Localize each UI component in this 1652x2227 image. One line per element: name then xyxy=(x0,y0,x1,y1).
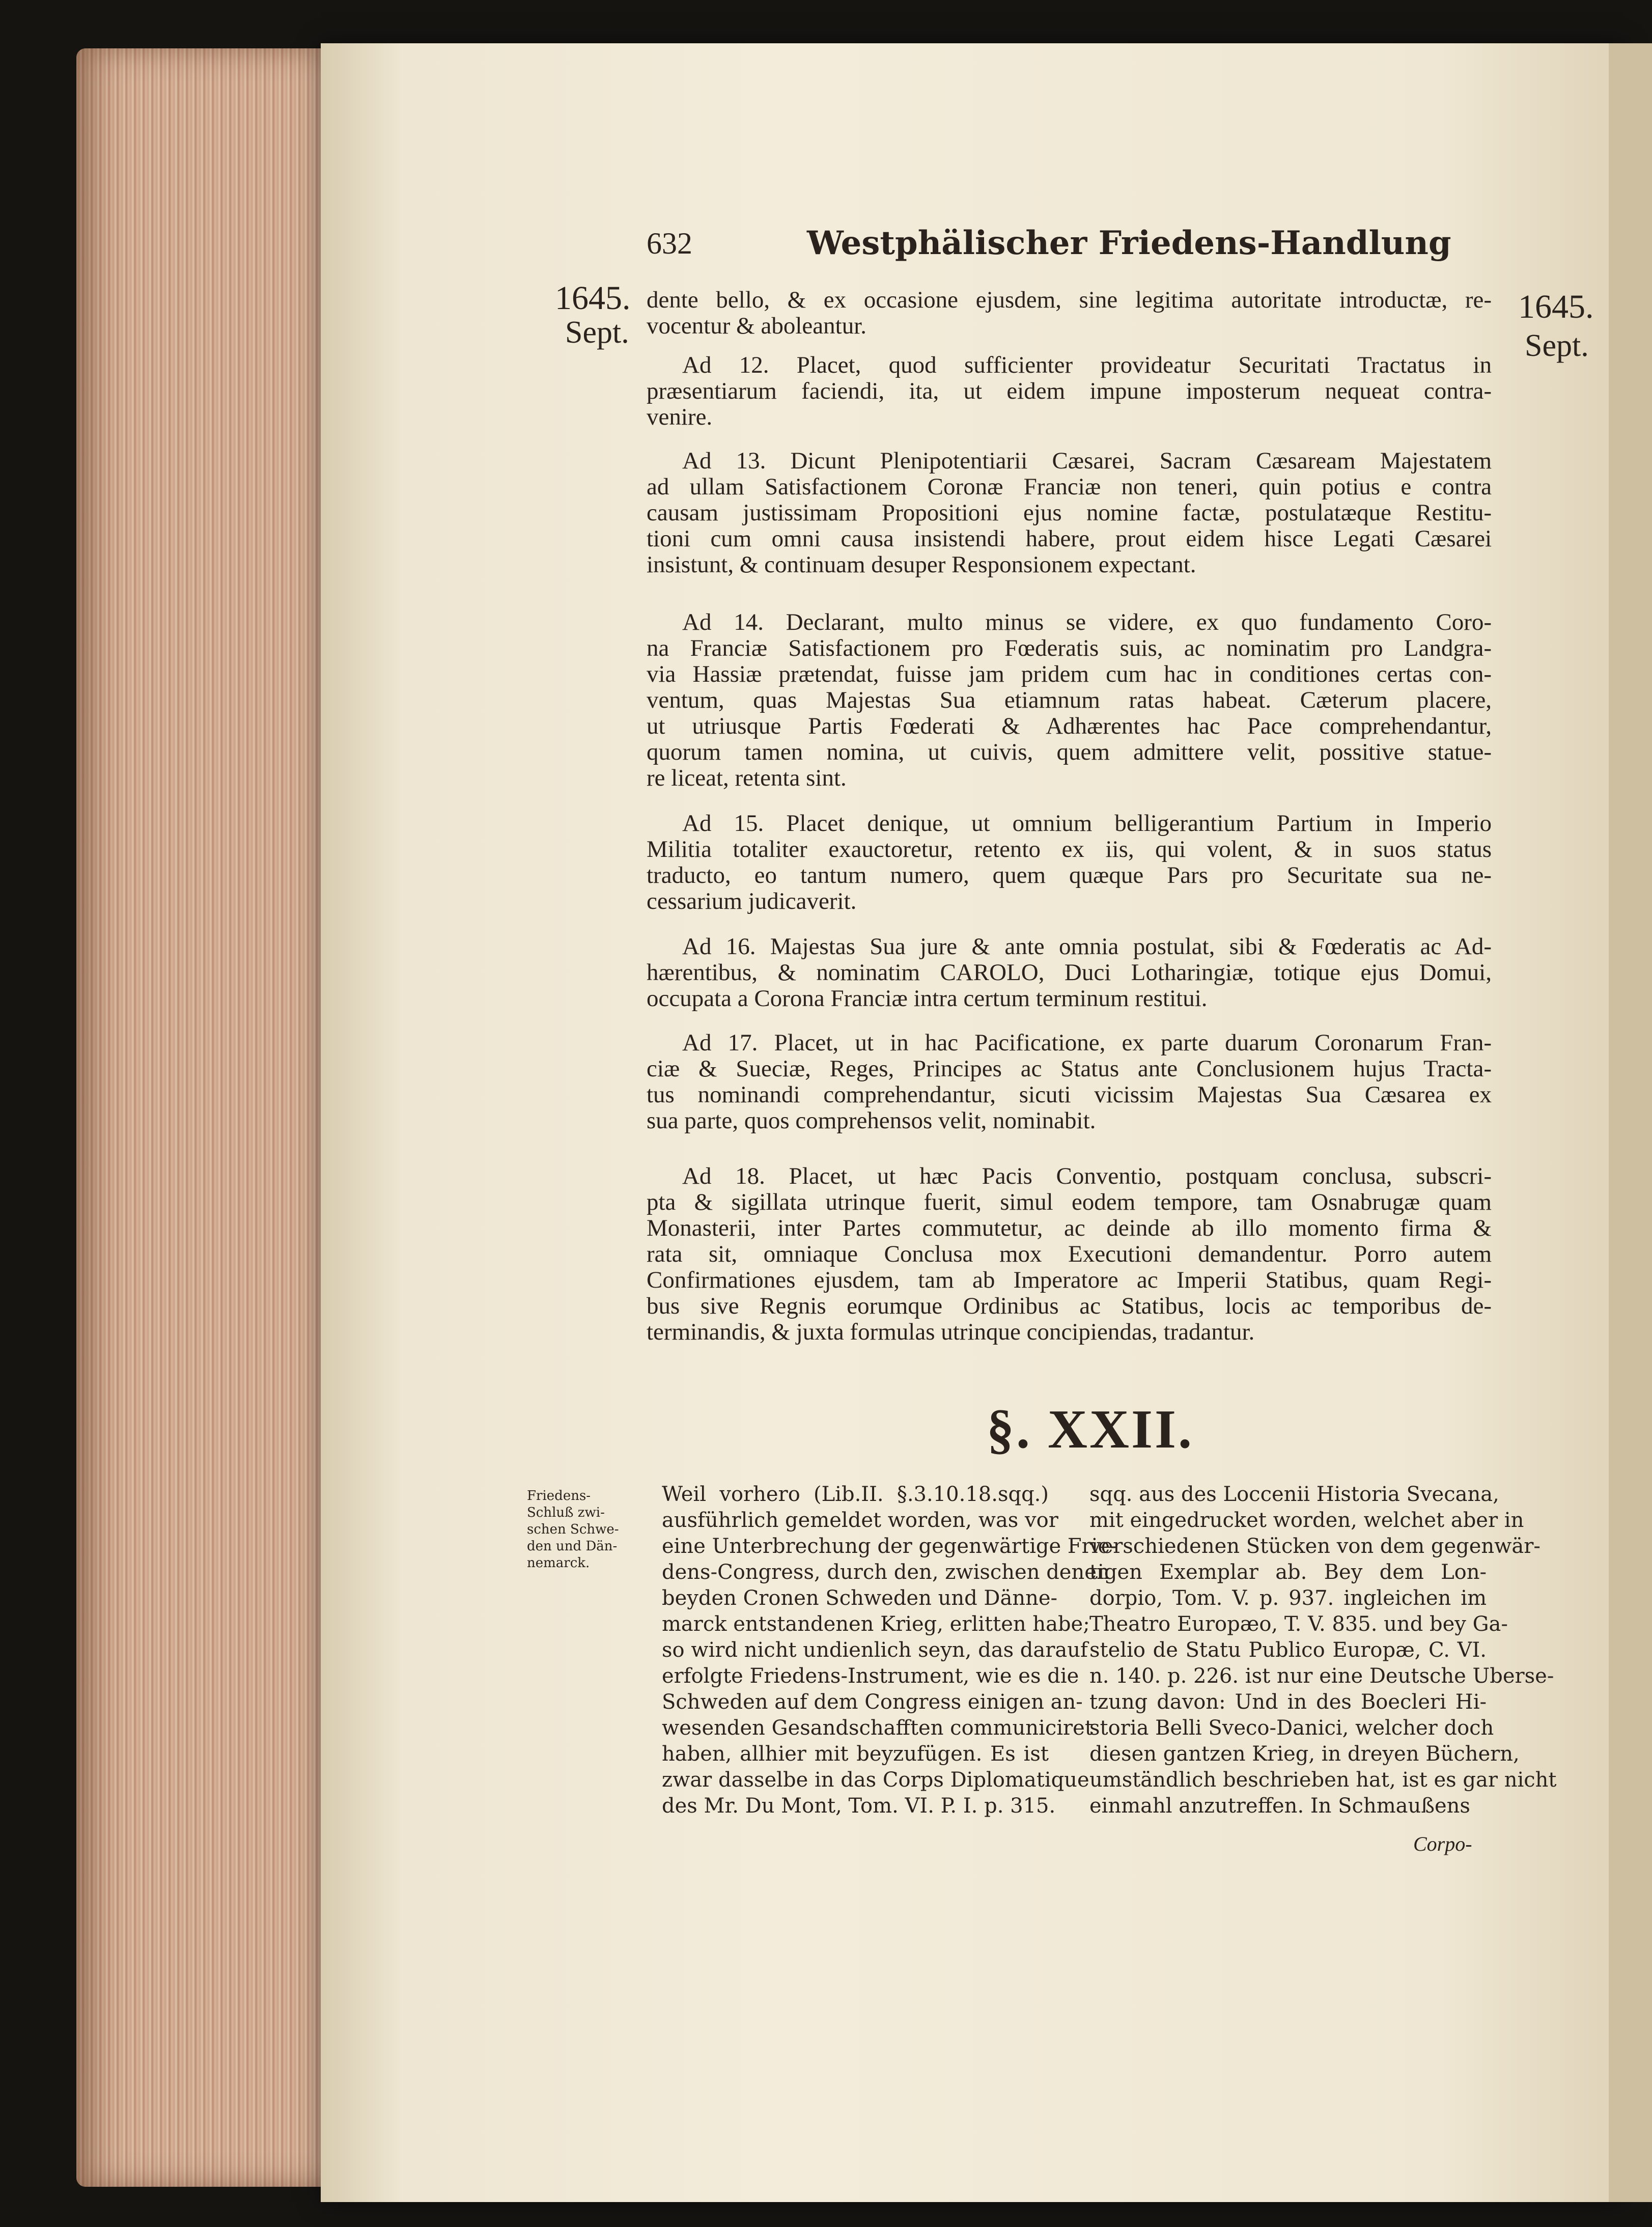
catchword: Corpo- xyxy=(1413,1832,1472,1855)
paragraph-ad-14 xyxy=(647,609,1492,791)
text-line: so wird nicht undienlich seyn, das darauf xyxy=(662,1638,1088,1662)
text-line: erfolgte Friedens-Instrument, wie es die xyxy=(662,1664,1079,1688)
text-line: stelio de Statu Publico Europæ, C. VI. xyxy=(1089,1638,1487,1662)
text-line: venire. xyxy=(647,404,713,430)
text-line: Theatro Europæo, T. V. 835. und bey Ga- xyxy=(1089,1612,1508,1636)
margin-month-left: Sept. xyxy=(565,315,629,350)
paragraph-ad-13 xyxy=(647,448,1492,578)
text-line: sqq. aus des Loccenii Historia Svecana, xyxy=(1089,1483,1499,1506)
text-line: verschiedenen Stücken von dem gegenwär- xyxy=(1089,1535,1541,1558)
text-line: einmahl anzutreffen. In Schmaußens xyxy=(1089,1794,1470,1818)
side-note-line: schen Schwe- xyxy=(527,1522,619,1537)
text-line: na Franciæ Satisfactionem pro Fœderatis suis, ac nominatim pro Landgra- xyxy=(647,635,1492,661)
margin-year-right: 1645. xyxy=(1518,288,1594,325)
text-line: sua parte, quos comprehensos velit, nominabit. xyxy=(647,1107,1096,1134)
margin-month-right: Sept. xyxy=(1525,328,1589,363)
text-line: dens-Congress, durch den, zwischen denen xyxy=(662,1561,1110,1584)
text-line: dente bello, & ex occasione ejusdem, sine legitima autoritate introductæ, re- xyxy=(647,287,1492,313)
text-line: vocentur & aboleantur. xyxy=(647,313,866,339)
side-note-line: Friedens- xyxy=(527,1488,591,1504)
left-column xyxy=(662,1482,1117,1819)
paragraph-ad-17 xyxy=(647,1030,1492,1134)
paragraph-ad-15 xyxy=(647,811,1492,914)
side-note-line: nemarck. xyxy=(527,1555,590,1571)
section-heading: §. XXII. xyxy=(987,1399,1194,1460)
right-column xyxy=(1089,1482,1557,1819)
text-line: dorpio, Tom. V. p. 937. ingleichen im xyxy=(1089,1586,1487,1610)
text-line: eine Unterbrechung der gegenwärtige Frie- xyxy=(662,1535,1117,1558)
text-line: ad ullam Satisfactionem Coronæ Franciæ non teneri, quin potius e contra xyxy=(647,474,1492,500)
text-line: Ad 17. Placet, ut in hac Pacificatione, ex parte duarum Coronarum Fran- xyxy=(682,1029,1492,1056)
text-line: diesen gantzen Krieg, in dreyen Büchern, xyxy=(1089,1742,1520,1766)
text-line: rata sit, omniaque Conclusa mox Executioni demandentur. Porro autem xyxy=(647,1241,1492,1267)
paragraph-ad-16 xyxy=(647,934,1492,1012)
text-line: tzung davon: Und in des Boecleri Hi- xyxy=(1089,1690,1487,1714)
text-line: re liceat, retenta sint. xyxy=(647,765,847,791)
text-line: Confirmationes ejusdem, tam ab Imperatore ac Imperii Statibus, quam Regi- xyxy=(647,1267,1492,1293)
text-line: Weil vorhero (Lib.II. §.3.10.18.sqq.) xyxy=(662,1483,1049,1506)
text-line: mit eingedrucket worden, welchet aber in xyxy=(1089,1509,1524,1532)
text-line: Schweden auf dem Congress einigen an- xyxy=(662,1690,1083,1714)
text-line: Ad 15. Placet denique, ut omnium belligerantium Partium in Imperio xyxy=(682,810,1492,837)
text-line: pta & sigillata utrinque fuerit, simul eodem tempore, tam Osnabrugæ quam xyxy=(647,1189,1492,1215)
text-line: traducto, eo tantum numero, quem quæque Pars pro Securitate sua ne- xyxy=(647,862,1492,888)
page-edges xyxy=(76,48,331,2187)
text-line: causam justissimam Propositioni ejus nomine factæ, postulatæque Restitu- xyxy=(647,499,1492,526)
text-line: ciæ & Sueciæ, Reges, Principes ac Status ante Conclusionem hujus Tracta- xyxy=(647,1055,1492,1082)
text-line: Ad 16. Majestas Sua jure & ante omnia postulat, sibi & Fœderatis ac Ad- xyxy=(682,933,1492,960)
paragraph-ad-12 xyxy=(647,352,1492,430)
text-line: tus nominandi comprehendantur, sicuti vicissim Majestas Sua Cæsarea ex xyxy=(647,1081,1492,1108)
text-line: storia Belli Sveco-Danici, welcher doch xyxy=(1089,1716,1494,1740)
text-line: zwar dasselbe in das Corps Diplomatique xyxy=(662,1768,1089,1792)
text-line: Ad 12. Placet, quod sufficienter provideatur Securitati Tractatus in xyxy=(682,352,1492,378)
text-line: Ad 18. Placet, ut hæc Pacis Conventio, postquam conclusa, subscri- xyxy=(682,1163,1492,1189)
text-line: beyden Cronen Schweden und Dänne- xyxy=(662,1586,1058,1610)
side-note-line: Schluß zwi- xyxy=(527,1505,605,1520)
text-line: tigen Exemplar ab. Bey dem Lon- xyxy=(1089,1561,1487,1584)
text-line: occupata a Corona Franciæ intra certum terminum restitui. xyxy=(647,985,1208,1012)
text-line: bus sive Regnis eorumque Ordinibus ac Statibus, locis ac temporibus de- xyxy=(647,1293,1492,1319)
text-line: Monasterii, inter Partes commutetur, ac deinde ab illo momento firma & xyxy=(647,1215,1492,1241)
text-line: ventum, quas Majestas Sua etiamnum ratas habeat. Cæterum placere, xyxy=(647,687,1492,713)
text-line: Ad 13. Dicunt Plenipotentiarii Cæsarei, Sacram Cæsaream Majestatem xyxy=(682,448,1492,474)
text-line: ausführlich gemeldet worden, was vor xyxy=(662,1509,1058,1532)
side-note xyxy=(527,1488,619,1572)
page-number: 632 xyxy=(647,227,692,260)
text-line: ut utriusque Partis Fœderati & Adhærentes hac Pace comprehendantur, xyxy=(647,713,1492,739)
text-line: cessarium judicaverit. xyxy=(647,888,857,914)
text-line: Militia totaliter exauctoretur, retento ex iis, qui volent, & in suos status xyxy=(647,836,1492,862)
text-line: marck entstandenen Krieg, erlitten habe; xyxy=(662,1612,1090,1636)
paragraph-ad-18 xyxy=(647,1163,1492,1345)
text-line: tioni cum omni causa insistendi habere, prout eidem hisce Legati Cæsarei xyxy=(647,525,1492,552)
text-line: via Hassiæ prætendat, fuisse jam pridem cum hac in conditiones certas con- xyxy=(647,661,1492,687)
text-line: Ad 14. Declarant, multo minus se videre, ex quo fundamento Coro- xyxy=(682,609,1492,635)
margin-year-left: 1645. xyxy=(555,280,631,317)
text-line: hærentibus, & nominatim CAROLO, Duci Lotharingiæ, totique ejus Domui, xyxy=(647,959,1492,986)
side-note-line: den und Dän- xyxy=(527,1539,618,1554)
paragraph-continuation xyxy=(647,287,1492,339)
facing-page-edge xyxy=(1609,43,1652,2202)
text-line: des Mr. Du Mont, Tom. VI. P. I. p. 315. xyxy=(662,1794,1056,1818)
text-line: quorum tamen nomina, ut cuivis, quem admittere velit, possitive statue- xyxy=(647,739,1492,765)
text-line: insistunt, & continuam desuper Responsionem expectant. xyxy=(647,551,1196,578)
text-line: umständlich beschrieben hat, ist es gar nicht xyxy=(1089,1768,1557,1792)
text-line: terminandis, & juxta formulas utrinque concipiendas, tradantur. xyxy=(647,1319,1255,1345)
text-line: haben, allhier mit beyzufügen. Es ist xyxy=(662,1742,1049,1766)
text-line: n. 140. p. 226. ist nur eine Deutsche Uberse- xyxy=(1089,1664,1554,1688)
text-line: wesenden Gesandschafften communiciret xyxy=(662,1716,1093,1740)
running-title: Westphälischer Friedens-Handlung xyxy=(807,224,1451,262)
text-line: præsentiarum faciendi, ita, ut eidem impune imposterum nequeat contra- xyxy=(647,378,1492,404)
